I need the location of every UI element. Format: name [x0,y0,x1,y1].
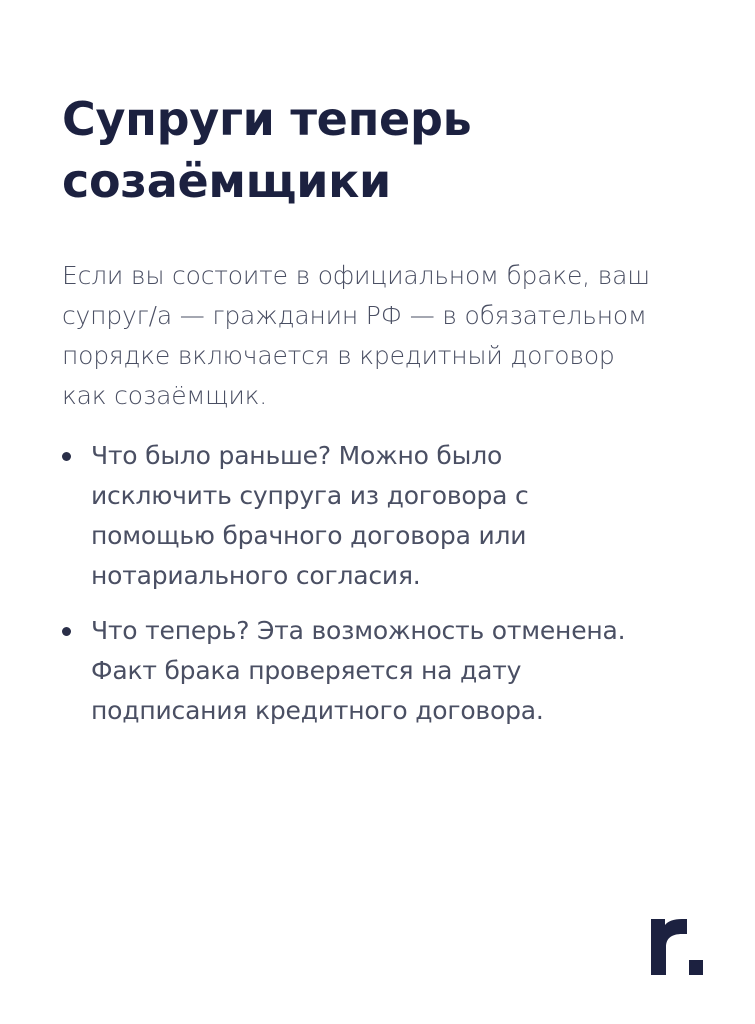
bullet-dot-icon [62,627,71,636]
lead-line: порядке включается в кредитный договор [62,341,615,370]
logo-dot [689,960,703,975]
lead-line: супруг/а — гражданин РФ — в обязательном [62,301,647,330]
bullet-line: Что было раньше? Можно было [91,441,503,470]
lead-line: Если вы состоите в официальном браке, ваш [62,261,650,290]
logo-letter-r [651,919,687,975]
bullet-text [91,611,625,731]
title-line: созаёмщики [62,154,391,208]
bullet-line: помощью брачного договора или [91,521,527,550]
bullet-line: подписания кредитного договора. [91,696,544,725]
bullet-line: Что теперь? Эта возможность отменена. [91,616,626,645]
bullet-line: исключить супруга из договора с [91,481,529,510]
page-title [62,88,702,212]
lead-paragraph [62,256,722,416]
title-line: Супруги теперь [62,92,472,146]
lead-line: как созаёмщик. [62,381,267,410]
bullet-text [91,436,529,596]
bullet-dot-icon [62,452,71,461]
bullet-line: Факт брака проверяется на дату [91,656,522,685]
bullet-line: нотариального согласия. [91,561,421,590]
brand-logo-icon [651,919,703,975]
